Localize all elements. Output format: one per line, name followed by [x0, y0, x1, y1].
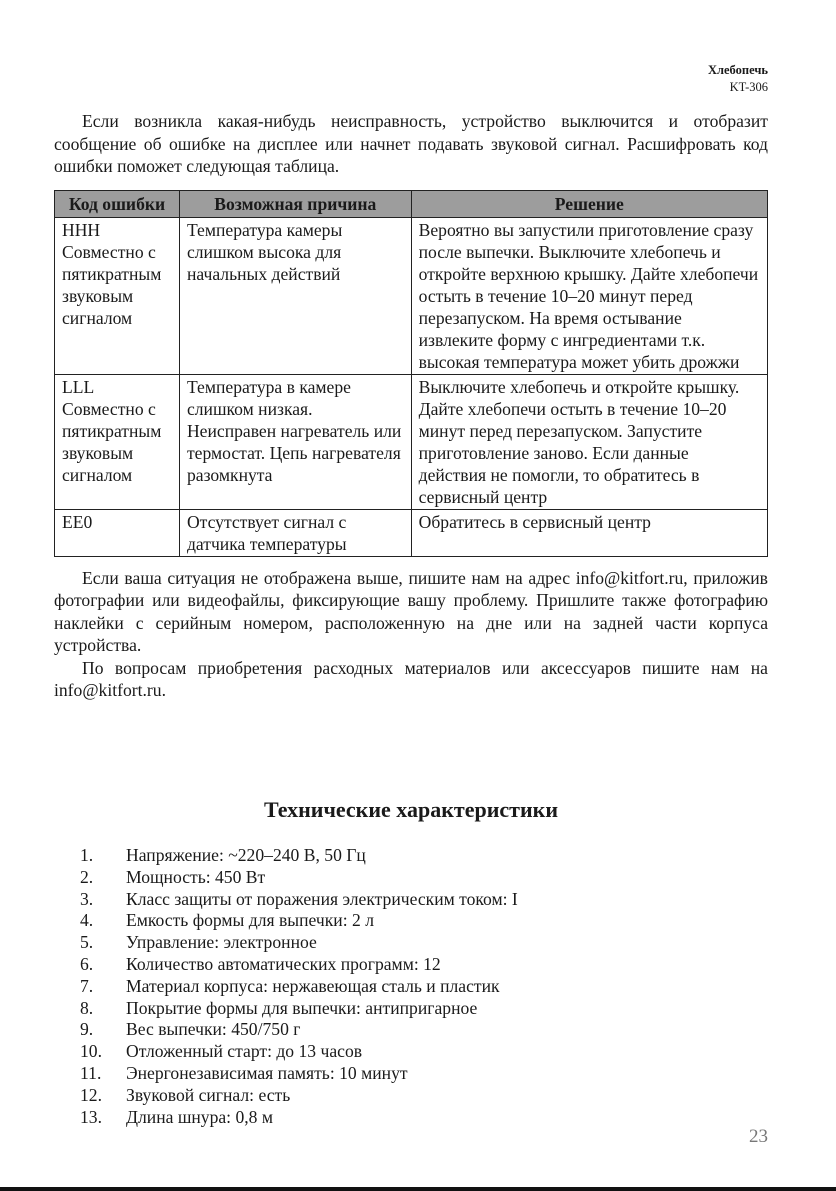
column-header-solution: Решение: [411, 190, 767, 217]
list-item: 10. Отложенный старт: до 13 часов: [80, 1041, 363, 1062]
cause-cell: Температура в камере слишком низкая. Неисправен нагреватель или термостат. Цепь нагревателя разомкнута: [179, 374, 411, 509]
page-header: [708, 62, 768, 96]
list-item: 12. Звуковой сигнал: есть: [80, 1084, 291, 1105]
list-item: 6. Количество автоматических программ: 12: [80, 953, 441, 974]
list-item: 2. Мощность: 450 Вт: [80, 866, 266, 887]
solution-cell: Выключите хлебопечь и откройте крышку. Дайте хлебопечи остыть в течение 10–20 минут перед перезапуском. Запустите приготовление заново. Если данные действия не помогли, то обратитесь в сервисный центр: [411, 374, 767, 509]
list-item: 4. Емкость формы для выпечки: 2 л: [80, 910, 374, 931]
list-item: 13. Длина шнура: 0,8 м: [80, 1106, 273, 1127]
cause-cell: Отсутствует сигнал с датчика температуры: [179, 509, 411, 556]
error-code-table: [54, 190, 768, 557]
error-code-cell: EE0: [55, 509, 180, 556]
intro-paragraph: Если возникла какая-нибудь неисправность, устройство выключится и отобразит сообщение об ошибке на дисплее или начнет подавать звуковой сигнал. Расшифровать код ошибки поможет следующая таблица.: [54, 111, 768, 176]
error-code-cell: LLL Совместно с пятикратным звуковым сигналом: [55, 374, 180, 509]
error-code-cell: HHH Совместно с пятикратным звуковым сигналом: [55, 217, 180, 374]
accessories-paragraph: По вопросам приобретения расходных материалов или аксессуаров пишите нам на info@kitfort.ru.: [54, 657, 768, 700]
column-header-cause: Возможная причина: [179, 190, 411, 217]
list-item: 5. Управление: электронное: [80, 932, 317, 953]
table-row: [55, 509, 768, 556]
page-number: 23: [749, 1126, 768, 1147]
specs-title: Технические характеристики: [263, 797, 559, 822]
specs-list: [54, 845, 518, 1128]
after-table-text: [54, 567, 768, 702]
header-brand: Хлебопечь: [707, 63, 768, 77]
cause-cell: Температура камеры слишком высока для начальных действий: [179, 217, 411, 374]
list-item: 9. Вес выпечки: 450/750 г: [80, 1019, 301, 1040]
main-content: [54, 110, 768, 702]
contact-paragraph: Если ваша ситуация не отображена выше, пишите нам на адрес info@kitfort.ru, приложив фотографии или видеофайлы, фиксирующие вашу проблему. Пришлите также фотографию наклейки с серийным номером, расположенную на дне или на задней части корпуса устройства.: [54, 567, 768, 655]
table-row: [55, 217, 768, 374]
list-item: 7. Материал корпуса: нержавеющая сталь и пластик: [80, 975, 500, 996]
table-row: [55, 374, 768, 509]
list-item: 3. Класс защиты от поражения электрическим током: I: [80, 888, 518, 909]
bottom-divider: [0, 1187, 836, 1191]
table-header-row: [55, 190, 768, 217]
solution-cell: Обратитесь в сервисный центр: [411, 509, 767, 556]
list-item: 11. Энергонезависимая память: 10 минут: [80, 1062, 408, 1083]
list-item: 1. Напряжение: ~220–240 В, 50 Гц: [80, 845, 366, 865]
solution-cell: Вероятно вы запустили приготовление сразу после выпечки. Выключите хлебопечь и откройте верхнюю крышку. Дайте хлебопечи остыть в течение 10–20 минут перед перезапуском. На время остывание извлеките форму с ингредиентами т.к. высокая температура может убить дрожжи: [411, 217, 767, 374]
column-header-code: Код ошибки: [55, 190, 180, 217]
list-item: 8. Покрытие формы для выпечки: антипригарное: [80, 997, 478, 1018]
header-model: KT-306: [729, 80, 768, 94]
